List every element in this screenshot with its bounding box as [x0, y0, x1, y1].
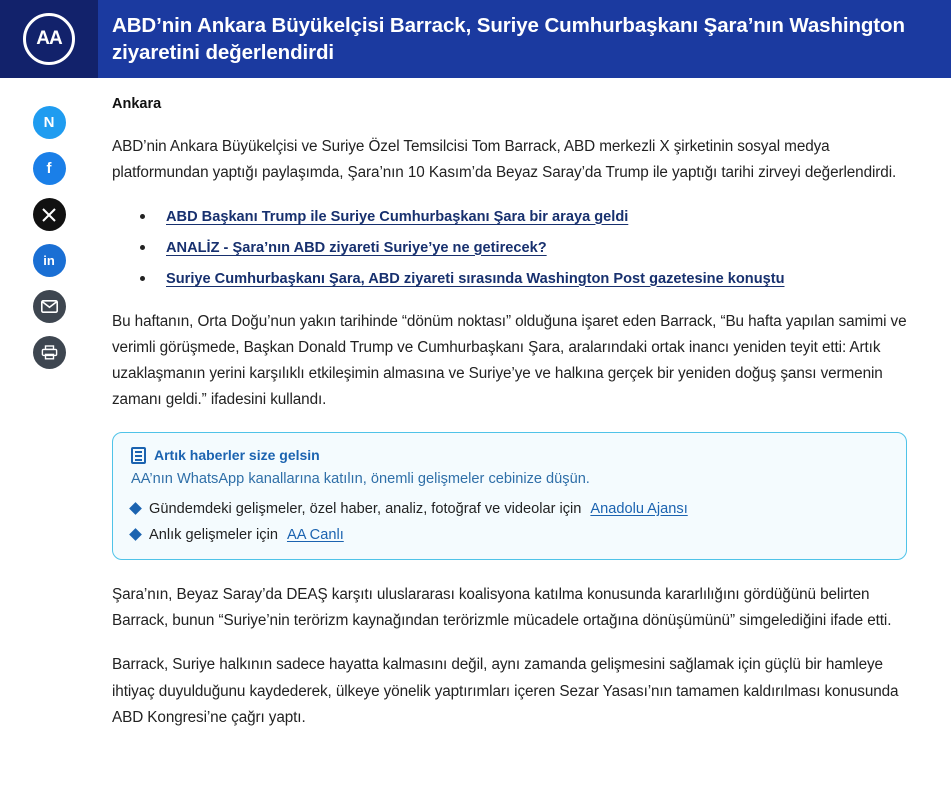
related-links-list	[112, 205, 907, 291]
linkedin-icon[interactable]: in	[33, 244, 66, 277]
share-rail	[0, 78, 98, 369]
x-twitter-icon[interactable]	[33, 198, 66, 231]
list-item	[140, 267, 907, 291]
promo-item-text: Anlık gelişmeler için	[149, 526, 278, 543]
article-paragraph-2: Bu haftanın, Orta Doğu’nun yakın tarihinde “dönüm noktası” olduğuna işaret eden Barrack, “Bu hafta yapılan samimi ve verimli görüşmede, Başkan Donald Trump ve Cumhurbaşkanı Şara, aralarındaki ortak inancı yeniden teyit etti: Artık uzaklaşmanın yerini karşılıklı etkileşimin almasına ve Suriye’ye ve halkına gerçek bir yeniden doğuş şansı vermenin zamanı geldi.” ifadesini kullandı.	[112, 312, 907, 409]
dateline: Ankara	[112, 96, 162, 112]
anadolu-agency-logo: AA	[23, 13, 75, 65]
list-item	[140, 205, 907, 229]
page-title: ABD’nin Ankara Büyükelçisi Barrack, Suriye Cumhurbaşkanı Şara’nın Washington ziyaretini değerlendirdi	[112, 13, 905, 64]
related-link[interactable]: Suriye Cumhurbaşkanı Şara, ABD ziyareti sırasında Washington Post gazetesine konuştu	[166, 270, 785, 287]
promo-title: Artık haberler size gelsin	[154, 447, 320, 464]
list-item	[131, 501, 888, 517]
print-icon[interactable]	[33, 336, 66, 369]
article-paragraph-1: ABD’nin Ankara Büyükelçisi ve Suriye Özel Temsilcisi Tom Barrack, ABD merkezli X şirketinin sosyal medya platformundan yaptığı paylaşımda, Şara’nın 10 Kasım’da Beyaz Saray’da Trump ile yaptığı tarihi zirveyi değerlendirdi.	[112, 138, 897, 182]
facebook-icon[interactable]: f	[33, 152, 66, 185]
article-paragraph-3: Şara’nın, Beyaz Saray’da DEAŞ karşıtı uluslararası koalisyona katılma konusunda kararlılığını gördüğünü belirten Barrack, bunun “Suriye’nin terörizm kaynağından terörizmle mücadele ortağına dönüşümünü” simgelediğini ifade etti.	[112, 585, 892, 630]
related-link[interactable]: ABD Başkanı Trump ile Suriye Cumhurbaşkanı Şara bir araya geldi	[166, 208, 629, 225]
list-item	[131, 527, 888, 543]
n-icon[interactable]: N	[33, 106, 66, 139]
newsletter-icon	[131, 447, 146, 464]
whatsapp-promo-box	[112, 432, 907, 560]
promo-item-link[interactable]: AA Canlı	[286, 526, 344, 543]
logo-container[interactable]	[0, 0, 98, 78]
promo-subtitle: AA’nın WhatsApp kanallarına katılın, önemli gelişmeler cebinize düşün.	[131, 470, 590, 487]
article-content	[98, 78, 951, 773]
diamond-bullet-icon	[129, 502, 142, 515]
related-link[interactable]: ANALİZ - Şara’nın ABD ziyareti Suriye’ye ne getirecek?	[166, 239, 547, 256]
article-paragraph-4: Barrack, Suriye halkının sadece hayatta kalmasını değil, aynı zamanda gelişmesini sağlamak için güçlü bir hamleye ihtiyaç duyulduğunu kaydederek, ülkeye yönelik yaptırımları içeren Sezar Yasası’nın tamamen kaldırılması konusunda ABD Kongresi’ne çağrı yaptı.	[112, 656, 899, 726]
page-header	[0, 0, 951, 78]
promo-header	[131, 447, 888, 464]
email-icon[interactable]	[33, 290, 66, 323]
diamond-bullet-icon	[129, 528, 142, 541]
promo-item-text: Gündemdeki gelişmeler, özel haber, analiz, fotoğraf ve videolar için	[149, 500, 582, 517]
list-item	[140, 236, 907, 260]
promo-channel-list	[131, 501, 888, 543]
promo-item-link[interactable]: Anadolu Ajansı	[590, 500, 688, 517]
page-body	[0, 78, 951, 773]
